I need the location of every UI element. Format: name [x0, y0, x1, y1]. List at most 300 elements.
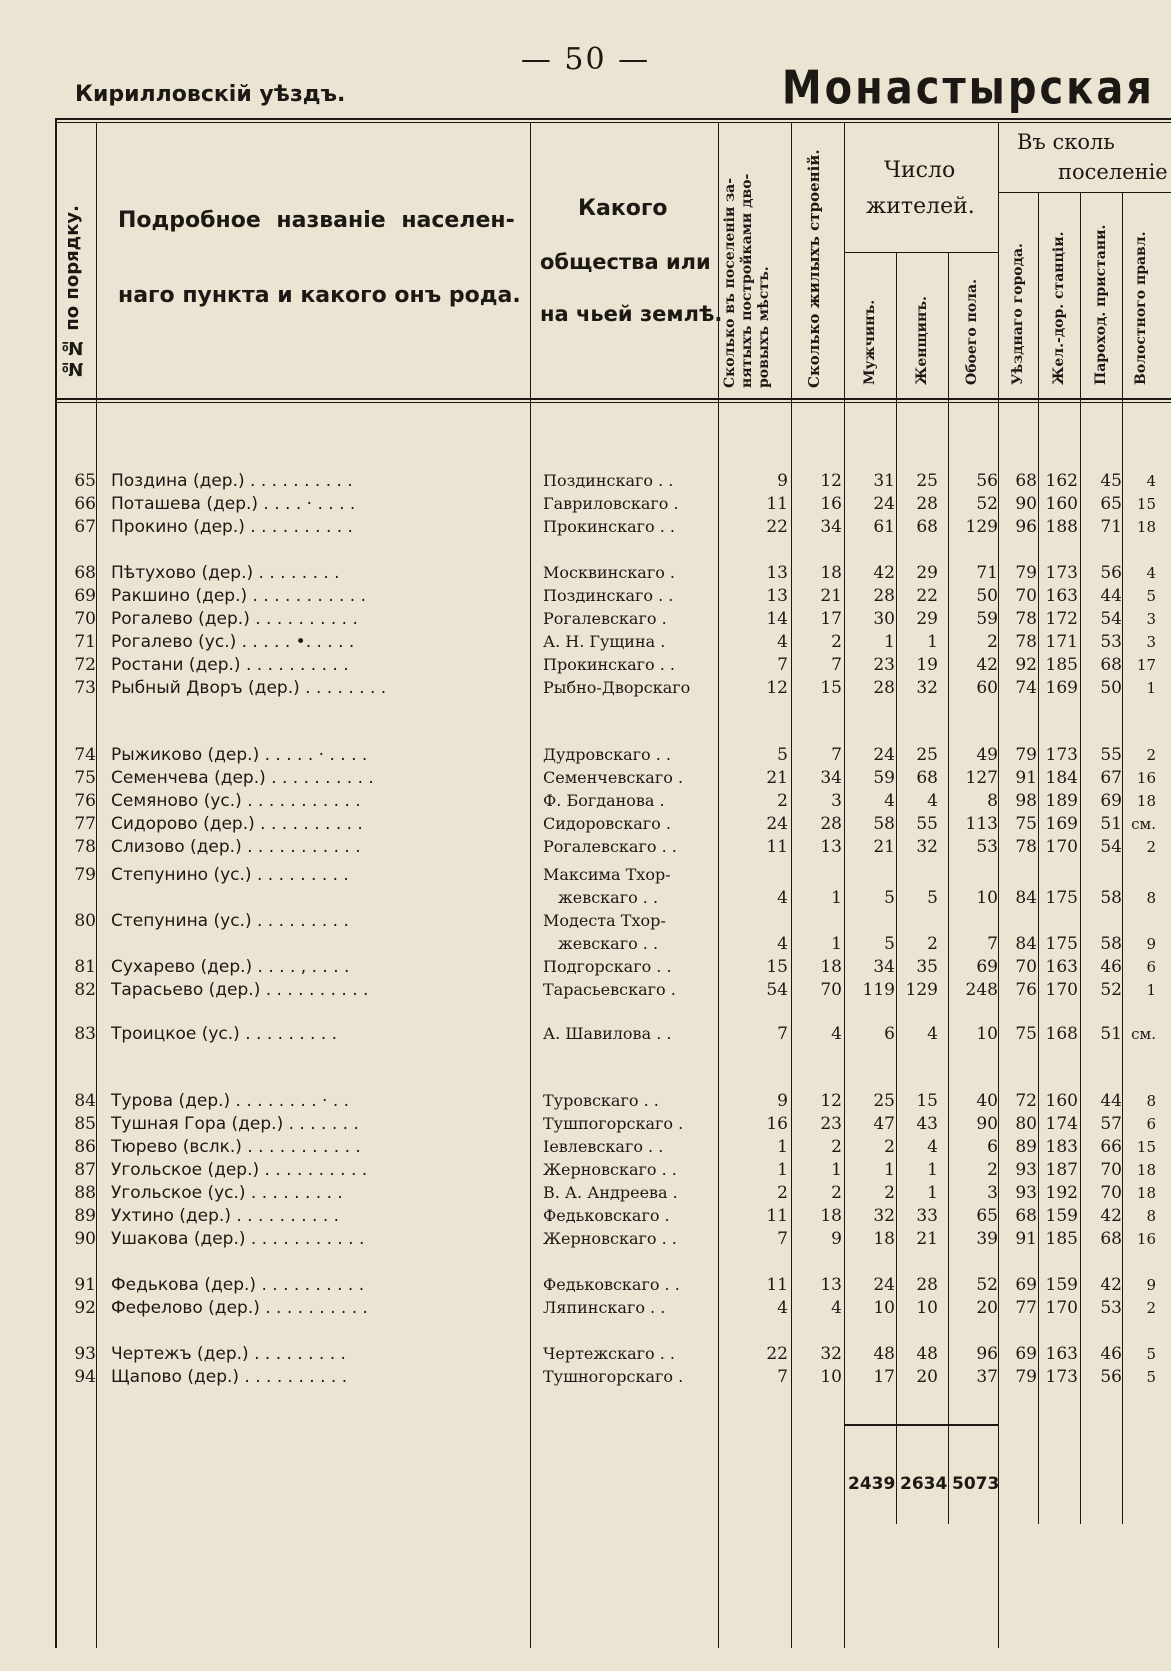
cell-women: 48	[916, 1344, 938, 1364]
cell-d1: 84	[1015, 888, 1037, 908]
cell-num: 92	[74, 1298, 96, 1318]
cell-name: Поздина (дер.) . . . . . . . . . .	[111, 471, 353, 491]
cell-owner: Іевлевскаго . .	[543, 1137, 664, 1156]
cell-men: 24	[873, 745, 895, 765]
table-row	[0, 767, 1171, 789]
cell-women: 1	[927, 1183, 938, 1203]
table-row	[0, 1366, 1171, 1388]
cell-women: 21	[916, 1229, 938, 1249]
cell-total: 127	[965, 768, 998, 788]
cell-d4: 3	[1146, 610, 1156, 628]
cell-name: Угольское (ус.) . . . . . . . . .	[111, 1183, 343, 1203]
cell-women: 29	[916, 609, 938, 629]
table-row	[0, 836, 1171, 858]
cell-d2: 173	[1045, 745, 1078, 765]
table-row	[0, 1274, 1171, 1296]
totals-rule	[844, 1424, 998, 1426]
cell-d1: 79	[1015, 1367, 1037, 1387]
cell-owner-continued: жевскаго . .	[558, 934, 659, 953]
cell-d1: 69	[1015, 1275, 1037, 1295]
cell-women: 20	[916, 1367, 938, 1387]
cell-d1: 72	[1015, 1091, 1037, 1111]
cell-women: 33	[916, 1206, 938, 1226]
cell-yards: 15	[766, 957, 788, 977]
table-row	[0, 1090, 1171, 1112]
cell-total: 2	[987, 1160, 998, 1180]
cell-d2: 185	[1045, 655, 1078, 675]
cell-d2: 170	[1045, 980, 1078, 1000]
cell-men: 2	[884, 1137, 895, 1157]
cell-d1: 74	[1015, 678, 1037, 698]
cell-name: Ушакова (дер.) . . . . . . . . . . .	[111, 1229, 365, 1249]
cell-houses: 10	[820, 1367, 842, 1387]
cell-total: 53	[976, 837, 998, 857]
cell-d1: 92	[1015, 655, 1037, 675]
cell-total: 40	[976, 1091, 998, 1111]
cell-women: 19	[916, 655, 938, 675]
cell-d1: 93	[1015, 1160, 1037, 1180]
cell-total: 7	[987, 934, 998, 954]
cell-owner: Сидоровскаго .	[543, 814, 671, 833]
cell-yards: 7	[777, 1229, 788, 1249]
cell-num: 90	[74, 1229, 96, 1249]
cell-total: 59	[976, 609, 998, 629]
cell-num: 74	[74, 745, 96, 765]
header-d2: Жел.-дор. станціи.	[1051, 231, 1067, 385]
cell-houses: 23	[820, 1114, 842, 1134]
cell-men: 42	[873, 563, 895, 583]
cell-d4: 6	[1146, 958, 1156, 976]
cell-d4: 3	[1146, 633, 1156, 651]
cell-women: 25	[916, 471, 938, 491]
cell-d3: 67	[1100, 768, 1122, 788]
cell-men: 6	[884, 1024, 895, 1044]
cell-men: 31	[873, 471, 895, 491]
cell-owner: Тушпогорскаго .	[543, 1114, 684, 1133]
cell-yards: 7	[777, 1024, 788, 1044]
cell-women: 28	[916, 494, 938, 514]
top-rule-thin	[55, 122, 1171, 123]
cell-d1: 90	[1015, 494, 1037, 514]
cell-houses: 2	[831, 1137, 842, 1157]
col-line	[718, 122, 719, 1648]
header-both: Обоего пола.	[964, 279, 980, 385]
cell-d4: 1	[1146, 679, 1156, 697]
cell-houses: 13	[820, 1275, 842, 1295]
table-row	[0, 585, 1171, 607]
cell-d3: 44	[1100, 1091, 1122, 1111]
table-row	[0, 979, 1171, 1001]
cell-d1: 75	[1015, 814, 1037, 834]
cell-houses: 2	[831, 632, 842, 652]
cell-men: 5	[884, 934, 895, 954]
cell-d2: 187	[1045, 1160, 1078, 1180]
cell-men: 47	[873, 1114, 895, 1134]
cell-total: 71	[976, 563, 998, 583]
cell-women: 43	[916, 1114, 938, 1134]
cell-women: 32	[916, 678, 938, 698]
cell-d3: 55	[1100, 745, 1122, 765]
table-row	[0, 790, 1171, 812]
header-owner-line2: общества или	[540, 250, 711, 274]
cell-num: 69	[74, 586, 96, 606]
cell-d2: 189	[1045, 791, 1078, 811]
cell-yards: 4	[777, 1298, 788, 1318]
cell-d1: 75	[1015, 1024, 1037, 1044]
cell-name: Рогалево (дер.) . . . . . . . . . .	[111, 609, 358, 629]
cell-yards: 2	[777, 1183, 788, 1203]
cell-d4: 16	[1136, 1230, 1156, 1248]
cell-men: 34	[873, 957, 895, 977]
cell-d3: 69	[1100, 791, 1122, 811]
col-line	[1038, 192, 1039, 1524]
header-rule-thin	[55, 402, 1171, 403]
cell-d3: 70	[1100, 1183, 1122, 1203]
cell-name: Тушная Гора (дер.) . . . . . . .	[111, 1114, 359, 1134]
cell-total: 96	[976, 1344, 998, 1364]
cell-d1: 96	[1015, 517, 1037, 537]
cell-yards: 4	[777, 632, 788, 652]
cell-women: 4	[927, 791, 938, 811]
cell-houses: 1	[831, 934, 842, 954]
cell-owner: Федьковскаго .	[543, 1206, 670, 1225]
cell-d3: 46	[1100, 1344, 1122, 1364]
cell-d2: 188	[1045, 517, 1078, 537]
cell-men: 25	[873, 1091, 895, 1111]
cell-name: Фефелово (дер.) . . . . . . . . . .	[111, 1298, 368, 1318]
cell-d2: 163	[1045, 1344, 1078, 1364]
cell-men: 58	[873, 814, 895, 834]
cell-yards: 12	[766, 678, 788, 698]
table-row	[0, 608, 1171, 630]
cell-total: 65	[976, 1206, 998, 1226]
table-row	[0, 1297, 1171, 1319]
cell-total: 6	[987, 1137, 998, 1157]
cell-men: 24	[873, 494, 895, 514]
cell-owner: Модеста Тхор-	[543, 911, 666, 930]
cell-d2: 174	[1045, 1114, 1078, 1134]
cell-yards: 11	[766, 494, 788, 514]
cell-houses: 4	[831, 1024, 842, 1044]
cell-name: Слизово (дер.) . . . . . . . . . . .	[111, 837, 361, 857]
cell-num: 72	[74, 655, 96, 675]
cell-d4: 9	[1146, 935, 1156, 953]
header-owner-line1: Какого	[578, 196, 668, 221]
cell-yards: 54	[766, 980, 788, 1000]
cell-d4: 4	[1146, 472, 1156, 490]
cell-yards: 7	[777, 1367, 788, 1387]
cell-num: 85	[74, 1114, 96, 1134]
cell-d3: 52	[1100, 980, 1122, 1000]
cell-owner: Поздинскаго . .	[543, 586, 674, 605]
cell-owner: Прокинскаго . .	[543, 517, 676, 536]
cell-men: 23	[873, 655, 895, 675]
cell-d4: 5	[1146, 587, 1156, 605]
page-number: — 50 —	[520, 42, 651, 77]
cell-total: 69	[976, 957, 998, 977]
cell-d4: 18	[1136, 1161, 1156, 1179]
cell-houses: 4	[831, 1298, 842, 1318]
cell-owner: Рыбно-Дворскаго	[543, 678, 691, 697]
distance-rule	[998, 192, 1171, 193]
table-row	[0, 631, 1171, 653]
cell-houses: 7	[831, 655, 842, 675]
cell-yards: 11	[766, 1275, 788, 1295]
cell-men: 4	[884, 791, 895, 811]
cell-d3: 54	[1100, 609, 1122, 629]
cell-d1: 89	[1015, 1137, 1037, 1157]
table-row	[0, 1205, 1171, 1227]
cell-yards: 22	[766, 1344, 788, 1364]
cell-yards: 14	[766, 609, 788, 629]
top-rule	[55, 118, 1171, 120]
col-line	[1122, 192, 1123, 1524]
header-d3: Пароход. пристани.	[1093, 224, 1109, 385]
cell-d2: 172	[1045, 609, 1078, 629]
cell-d3: 68	[1100, 1229, 1122, 1249]
cell-men: 32	[873, 1206, 895, 1226]
cell-name: Сидорово (дер.) . . . . . . . . . .	[111, 814, 363, 834]
header-d1: Уѣзднаго города.	[1010, 243, 1026, 385]
cell-owner: Семенчевскаго .	[543, 768, 684, 787]
table-row	[0, 562, 1171, 584]
cell-d3: 57	[1100, 1114, 1122, 1134]
cell-num: 77	[74, 814, 96, 834]
cell-d4: 8	[1146, 1092, 1156, 1110]
cell-yards: 1	[777, 1160, 788, 1180]
cell-d4: 17	[1136, 656, 1156, 674]
cell-num: 84	[74, 1091, 96, 1111]
cell-women: 4	[927, 1024, 938, 1044]
cell-d4: 5	[1146, 1368, 1156, 1386]
cell-d3: 45	[1100, 471, 1122, 491]
cell-women: 25	[916, 745, 938, 765]
cell-d3: 70	[1100, 1160, 1122, 1180]
cell-num: 91	[74, 1275, 96, 1295]
cell-d4: см.	[1131, 815, 1156, 833]
cell-houses: 17	[820, 609, 842, 629]
cell-d3: 68	[1100, 655, 1122, 675]
table-row	[0, 1023, 1171, 1045]
cell-d4: 1	[1146, 981, 1156, 999]
cell-d2: 163	[1045, 586, 1078, 606]
cell-d1: 70	[1015, 586, 1037, 606]
cell-total: 60	[976, 678, 998, 698]
cell-name: Троицкое (ус.) . . . . . . . . .	[111, 1024, 338, 1044]
cell-d4: см.	[1131, 1025, 1156, 1043]
cell-total: 39	[976, 1229, 998, 1249]
cell-women: 15	[916, 1091, 938, 1111]
cell-num: 65	[74, 471, 96, 491]
cell-name: Ухтино (дер.) . . . . . . . . . .	[111, 1206, 340, 1226]
cell-houses: 32	[820, 1344, 842, 1364]
header-owner-line3: на чьей землѣ.	[540, 302, 723, 326]
cell-owner: Рогалевскаго . .	[543, 837, 677, 856]
cell-men: 119	[862, 980, 895, 1000]
cell-d1: 93	[1015, 1183, 1037, 1203]
cell-d2: 192	[1045, 1183, 1078, 1203]
cell-owner: Ляпинскаго . .	[543, 1298, 666, 1317]
cell-d3: 58	[1100, 888, 1122, 908]
total-men: 2439	[848, 1474, 896, 1494]
cell-num: 83	[74, 1024, 96, 1044]
cell-men: 59	[873, 768, 895, 788]
cell-women: 1	[927, 1160, 938, 1180]
table-row	[0, 865, 1171, 909]
cell-total: 52	[976, 494, 998, 514]
cell-men: 17	[873, 1367, 895, 1387]
cell-yards: 24	[766, 814, 788, 834]
cell-yards: 13	[766, 563, 788, 583]
table-row	[0, 493, 1171, 515]
cell-total: 10	[976, 888, 998, 908]
cell-men: 24	[873, 1275, 895, 1295]
cell-name: Рыжиково (дер.) . . . . . · . . . .	[111, 745, 368, 765]
cell-d1: 91	[1015, 768, 1037, 788]
cell-d2: 163	[1045, 957, 1078, 977]
cell-d1: 70	[1015, 957, 1037, 977]
cell-name: Угольское (дер.) . . . . . . . . . .	[111, 1160, 368, 1180]
cell-num: 68	[74, 563, 96, 583]
cell-d3: 56	[1100, 563, 1122, 583]
cell-num: 88	[74, 1183, 96, 1203]
cell-houses: 15	[820, 678, 842, 698]
volost-title: Монастырская	[781, 62, 1155, 115]
cell-name: Щапово (дер.) . . . . . . . . . .	[111, 1367, 348, 1387]
table-row	[0, 654, 1171, 676]
cell-women: 1	[927, 632, 938, 652]
header-name-line2: наго пункта и какого онъ рода.	[118, 283, 521, 308]
cell-d3: 71	[1100, 517, 1122, 537]
table-row	[0, 911, 1171, 955]
cell-houses: 28	[820, 814, 842, 834]
cell-d4: 2	[1146, 1299, 1156, 1317]
cell-d4: 8	[1146, 889, 1156, 907]
cell-owner: Жерновскаго . .	[543, 1160, 677, 1179]
cell-owner: Тарасьевскаго .	[543, 980, 676, 999]
cell-yards: 13	[766, 586, 788, 606]
uezd-title: Кирилловскій уѣздъ.	[75, 82, 346, 107]
table-row	[0, 1343, 1171, 1365]
cell-owner: Чертежскаго . .	[543, 1344, 675, 1363]
cell-yards: 16	[766, 1114, 788, 1134]
cell-num: 67	[74, 517, 96, 537]
cell-num: 86	[74, 1137, 96, 1157]
cell-d4: 18	[1136, 1184, 1156, 1202]
cell-owner: Подгорскаго . .	[543, 957, 672, 976]
cell-num: 80	[74, 911, 96, 931]
cell-d4: 2	[1146, 838, 1156, 856]
cell-yards: 21	[766, 768, 788, 788]
cell-yards: 22	[766, 517, 788, 537]
cell-men: 18	[873, 1229, 895, 1249]
cell-men: 48	[873, 1344, 895, 1364]
cell-num: 79	[74, 865, 96, 885]
cell-yards: 2	[777, 791, 788, 811]
table-row	[0, 1136, 1171, 1158]
cell-men: 30	[873, 609, 895, 629]
cell-d4: 8	[1146, 1207, 1156, 1225]
cell-num: 82	[74, 980, 96, 1000]
col-line	[791, 122, 792, 1648]
cell-total: 42	[976, 655, 998, 675]
cell-women: 5	[927, 888, 938, 908]
cell-total: 10	[976, 1024, 998, 1044]
cell-women: 10	[916, 1298, 938, 1318]
cell-num: 73	[74, 678, 96, 698]
cell-owner: Максима Тхор-	[543, 865, 671, 884]
cell-name: Тюрево (вслк.) . . . . . . . . . . .	[111, 1137, 361, 1157]
cell-d2: 160	[1045, 494, 1078, 514]
cell-name: Семяново (ус.) . . . . . . . . . . .	[111, 791, 361, 811]
header-yards: Сколько въ поселеніи за- нятыхъ постройками дво- ровыхъ мѣстъ.	[722, 173, 772, 388]
cell-num: 66	[74, 494, 96, 514]
cell-total: 52	[976, 1275, 998, 1295]
cell-d2: 159	[1045, 1206, 1078, 1226]
cell-d4: 4	[1146, 564, 1156, 582]
cell-total: 3	[987, 1183, 998, 1203]
cell-owner: Ф. Богданова .	[543, 791, 665, 810]
cell-d2: 160	[1045, 1091, 1078, 1111]
cell-yards: 9	[777, 471, 788, 491]
cell-owner: Туровскаго . .	[543, 1091, 659, 1110]
cell-yards: 11	[766, 1206, 788, 1226]
cell-owner: Федьковскаго . .	[543, 1275, 680, 1294]
header-residents-line1: Число	[884, 158, 956, 183]
cell-men: 5	[884, 888, 895, 908]
total-both: 5073	[952, 1474, 1000, 1494]
cell-houses: 3	[831, 791, 842, 811]
cell-d4: 18	[1136, 518, 1156, 536]
cell-women: 32	[916, 837, 938, 857]
cell-houses: 70	[820, 980, 842, 1000]
cell-owner: Поздинскаго . .	[543, 471, 674, 490]
cell-yards: 11	[766, 837, 788, 857]
table-row	[0, 1228, 1171, 1250]
cell-total: 56	[976, 471, 998, 491]
cell-d2: 173	[1045, 1367, 1078, 1387]
header-rule	[55, 398, 1171, 400]
cell-d1: 79	[1015, 745, 1037, 765]
cell-yards: 7	[777, 655, 788, 675]
cell-d3: 44	[1100, 586, 1122, 606]
cell-total: 90	[976, 1114, 998, 1134]
cell-d2: 173	[1045, 563, 1078, 583]
cell-d2: 169	[1045, 814, 1078, 834]
header-distance-line2: поселеніе	[1058, 160, 1168, 184]
cell-houses: 2	[831, 1183, 842, 1203]
total-women: 2634	[900, 1474, 948, 1494]
table-row	[0, 813, 1171, 835]
cell-total: 20	[976, 1298, 998, 1318]
cell-d1: 78	[1015, 632, 1037, 652]
cell-d3: 54	[1100, 837, 1122, 857]
cell-num: 70	[74, 609, 96, 629]
cell-name: Ростани (дер.) . . . . . . . . . .	[111, 655, 349, 675]
cell-women: 129	[905, 980, 938, 1000]
cell-d1: 78	[1015, 837, 1037, 857]
cell-num: 78	[74, 837, 96, 857]
cell-d4: 5	[1146, 1345, 1156, 1363]
header-women: Женщинъ.	[914, 296, 930, 385]
cell-d2: 175	[1045, 934, 1078, 954]
col-line	[96, 122, 97, 1648]
cell-yards: 1	[777, 1137, 788, 1157]
cell-d4: 15	[1136, 495, 1156, 513]
cell-num: 93	[74, 1344, 96, 1364]
cell-houses: 18	[820, 1206, 842, 1226]
cell-houses: 7	[831, 745, 842, 765]
